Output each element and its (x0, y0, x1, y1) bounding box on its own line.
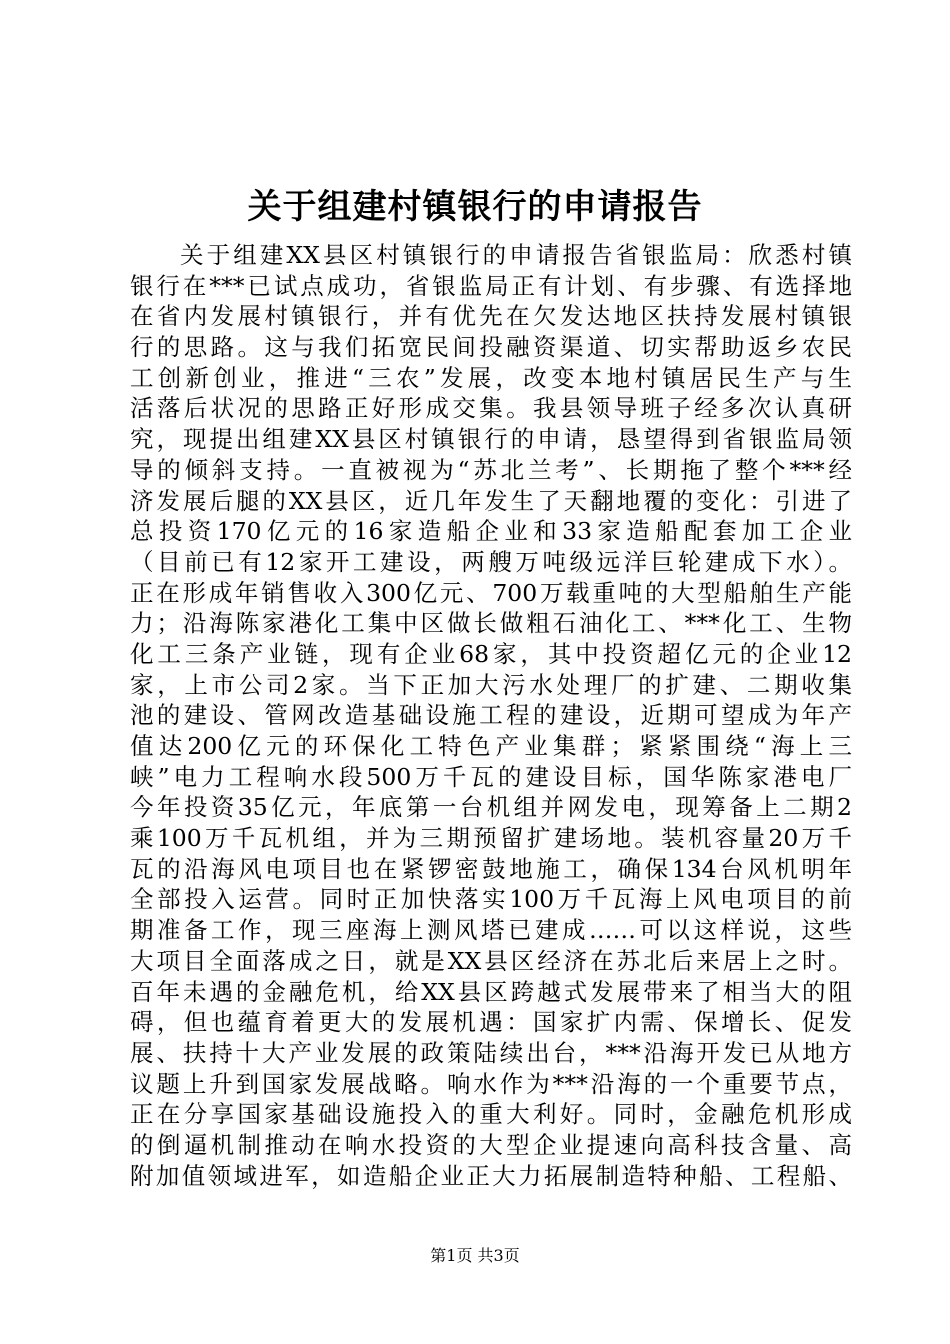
body-text-line: 银行在***已试点成功，省银监局正有计划、有步骤、有选择地 (130, 271, 852, 300)
body-text-line: 总投资170亿元的16家造船企业和33家造船配套加工企业 (130, 517, 852, 546)
body-text-line: 在省内发展村镇银行，并有优先在欠发达地区扶持发展村镇银 (130, 302, 852, 331)
body-text-line: 关于组建XX县区村镇银行的申请报告省银监局：欣悉村镇 (180, 241, 852, 269)
body-text-line: 活落后状况的思路正好形成交集。我县领导班子经多次认真研 (130, 394, 852, 423)
body-text-line: 工创新创业，推进“三农”发展，改变本地村镇居民生产与生 (130, 363, 852, 392)
body-text-line: 济发展后腿的XX县区，近几年发生了天翻地覆的变化：引进了 (130, 486, 852, 515)
body-text-line: 行的思路。这与我们拓宽民间投融资渠道、切实帮助返乡农民 (130, 333, 852, 362)
body-text-line: 究，现提出组建XX县区村镇银行的申请，恳望得到省银监局领 (130, 425, 852, 454)
document-body (130, 240, 852, 1191)
body-text-line: 今年投资35亿元，年底第一台机组并网发电，现筹备上二期2 (130, 793, 852, 822)
body-text-line: 力；沿海陈家港化工集中区做长做粗石油化工、***化工、生物 (130, 609, 852, 638)
page-number: 第1页 共3页 (430, 1246, 520, 1265)
body-text-line: 瓦的沿海风电项目也在紧锣密鼓地施工，确保134台风机明年 (130, 854, 852, 883)
body-text-line: 大项目全面落成之日，就是XX县区经济在苏北后来居上之时。 (130, 946, 852, 975)
body-text-line: 值达200亿元的环保化工特色产业集群；紧紧围绕“海上三 (130, 732, 852, 760)
body-text-line: 正在分享国家基础设施投入的重大利好。同时，金融危机形成 (130, 1100, 852, 1129)
body-text-line: 期准备工作，现三座海上测风塔已建成……可以这样说，这些 (130, 916, 852, 945)
body-text-line: 家，上市公司2家。当下正加大污水处理厂的扩建、二期收集 (130, 670, 852, 699)
body-text-line: 化工三条产业链，现有企业68家，其中投资超亿元的企业12 (130, 639, 852, 668)
body-text-line: 议题上升到国家发展战略。响水作为***沿海的一个重要节点， (130, 1069, 852, 1098)
body-text-line: 的倒逼机制推动在响水投资的大型企业提速向高科技含量、高 (130, 1130, 852, 1159)
document-title: 关于组建村镇银行的申请报告 (247, 187, 703, 227)
body-text-line: 乘100万千瓦机组，并为三期预留扩建场地。装机容量20万千 (130, 824, 852, 853)
body-text-line: 附加值领域进军，如造船企业正大力拓展制造特种船、工程船、 (130, 1161, 852, 1190)
body-text-line: 展、扶持十大产业发展的政策陆续出台，***沿海开发已从地方 (130, 1038, 852, 1067)
body-text-line: （目前已有12家开工建设，两艘万吨级远洋巨轮建成下水）。 (130, 547, 852, 576)
body-text-line: 百年未遇的金融危机，给XX县区跨越式发展带来了相当大的阻 (130, 977, 852, 1006)
body-text-line: 导的倾斜支持。一直被视为“苏北兰考”、长期拖了整个***经 (130, 455, 852, 484)
body-text-line: 池的建设、管网改造基础设施工程的建设，近期可望成为年产 (130, 701, 852, 730)
body-text-line: 全部投入运营。同时正加快落实100万千瓦海上风电项目的前 (130, 885, 852, 914)
body-text-line: 正在形成年销售收入300亿元、700万载重吨的大型船舶生产能 (130, 578, 852, 607)
body-text-line: 峡”电力工程响水段500万千瓦的建设目标，国华陈家港电厂 (130, 762, 852, 791)
body-text-line: 碍，但也蕴育着更大的发展机遇：国家扩内需、保增长、促发 (130, 1008, 852, 1037)
